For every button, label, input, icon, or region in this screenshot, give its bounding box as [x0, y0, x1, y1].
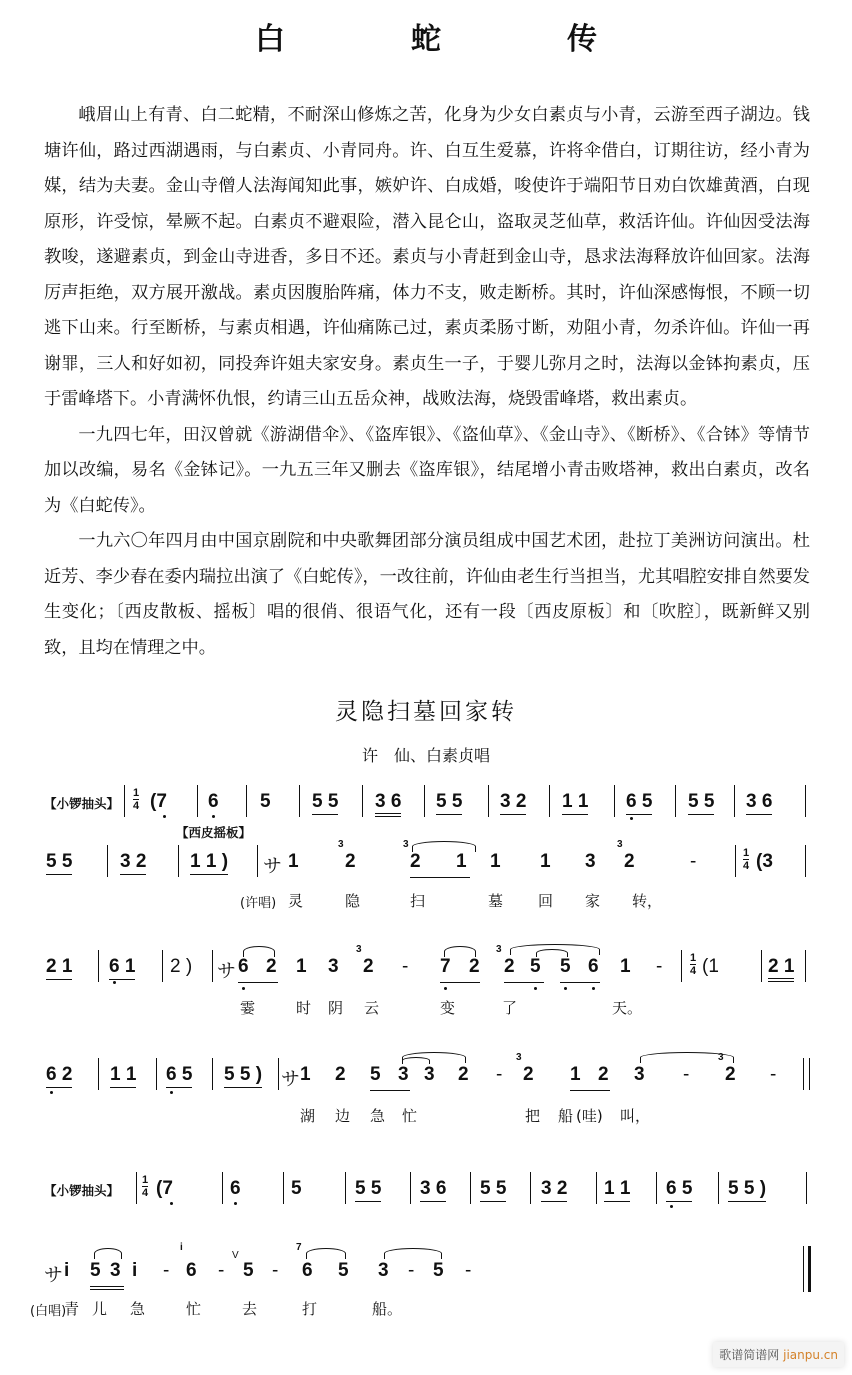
song-title: 灵隐扫墓回家转	[335, 699, 517, 725]
barline	[530, 1172, 531, 1204]
barline	[222, 1172, 223, 1204]
barline	[246, 785, 247, 817]
note: 1	[620, 956, 631, 977]
lyric: 了	[502, 999, 518, 1017]
grace-note: 3	[617, 839, 623, 850]
note: 2	[335, 1064, 346, 1085]
lyric: 船。	[372, 1300, 403, 1318]
low-octave-dot	[170, 1202, 173, 1205]
note-group: 3 6	[746, 791, 772, 815]
note: 6	[302, 1260, 313, 1281]
note: 2	[624, 851, 635, 872]
beam	[570, 1090, 610, 1091]
barline	[162, 950, 163, 982]
note: 1	[490, 851, 501, 872]
synopsis-paragraph-1: 峨眉山上有青、白二蛇精，不耐深山修炼之苦，化身为少女白素贞与小青，云游至西子湖边。钱塘许仙，路过西湖遇雨，与白素贞、小青同舟。许、白互生爱慕，许将伞借白，订期往访，经小青为媒，结为夫妻。金山寺僧人法海闻知此事，嫉妒许、白成婚，唆使许于端阳节日劝白饮雄黄酒，白现原形，许受惊，晕厥不起。白素贞不避艰险，潜入昆仑山，盗取灵芝仙草，救活许仙。许仙因受法海教唆，遂避素贞，到金山寺进香，多日不还。素贞与小青赶到金山寺，恳求法海释放许仙回家。法海厉声拒绝，双方展开激战。素贞因腹胎阵痛，体力不支，败走断桥。其时，许仙深感悔恨，不顾一切逃下山来。行至断桥，与素贞相遇，许仙痛陈己过，素贞柔肠寸断，劝阻小青，勿杀许仙。许仙一再谢罪，三人和好如初，同投奔许姐夫家安身。素贞生一子，于婴儿弥月之时，法海以金钵拘素贞，压于雷峰塔下。小青满怀仇恨，约请三山五岳众神，战败法海，烧毁雷峰塔，救出素贞。	[44, 105, 810, 409]
low-octave-dot	[242, 987, 245, 990]
lyric: 阴	[328, 999, 344, 1017]
note: 2	[725, 1064, 736, 1085]
dash: -	[683, 1064, 690, 1085]
barline	[803, 1058, 804, 1090]
barline	[136, 1172, 137, 1204]
dash: -	[465, 1260, 472, 1281]
barline	[805, 785, 806, 817]
lyric: 打	[302, 1300, 318, 1318]
score-line-5	[0, 1172, 852, 1212]
score-line-3	[0, 944, 852, 990]
note: i	[132, 1260, 138, 1281]
lyric: 时	[296, 999, 312, 1017]
free-meter-mark: サ	[217, 961, 237, 982]
note: 5	[370, 1064, 381, 1085]
page-title: 白 蛇 传	[255, 22, 645, 57]
lyric: 青	[64, 1300, 80, 1318]
note-group: 1 1 )	[190, 851, 228, 875]
barline	[596, 1172, 597, 1204]
singer-label: (许唱)	[240, 896, 277, 911]
lyric: 急	[130, 1300, 146, 1318]
time-signature: 1 4	[142, 1174, 149, 1199]
low-octave-dot	[670, 1205, 673, 1208]
note: (3	[756, 851, 773, 872]
note: 6	[230, 1178, 241, 1199]
time-signature: 1 4	[743, 847, 750, 872]
lyric: 边	[335, 1107, 351, 1125]
note: i	[64, 1260, 70, 1281]
lyric: 天。	[612, 999, 643, 1017]
barline	[299, 785, 300, 817]
grace-note: 3	[356, 944, 362, 955]
dash: -	[218, 1260, 225, 1281]
note: 7	[440, 956, 451, 977]
low-octave-dot	[592, 987, 595, 990]
low-octave-dot	[534, 987, 537, 990]
note: 3	[378, 1260, 389, 1281]
lyric: 叫，	[620, 1107, 651, 1125]
lyric: 船	[558, 1107, 574, 1125]
barline	[362, 785, 363, 817]
note-group: 1 1	[562, 791, 588, 815]
note: 5	[338, 1260, 349, 1281]
synopsis	[44, 98, 810, 666]
beam	[440, 982, 480, 983]
note: 3	[110, 1260, 121, 1281]
note: 6	[186, 1260, 197, 1281]
lyric: 云	[364, 999, 380, 1017]
slur	[94, 1248, 122, 1259]
slur	[402, 1057, 430, 1064]
note-group: 5 5	[46, 851, 72, 875]
lyric: 变	[440, 999, 456, 1017]
note: 3	[398, 1064, 409, 1085]
breath-mark: V	[232, 1250, 239, 1261]
note: 6	[588, 956, 599, 977]
barline	[98, 950, 99, 982]
barline	[681, 950, 682, 982]
barline	[124, 785, 125, 817]
final-barline	[803, 1246, 811, 1292]
note: 5	[560, 956, 571, 977]
score-line-1	[0, 785, 852, 825]
dash: -	[496, 1064, 503, 1085]
note-group: 5 5	[688, 791, 714, 815]
dash: -	[272, 1260, 279, 1281]
free-meter-mark: サ	[44, 1265, 64, 1286]
lyric: 去	[242, 1300, 258, 1318]
beam	[560, 982, 600, 983]
dash: -	[690, 851, 697, 872]
grace-note: i	[180, 1242, 183, 1253]
lyric: 家	[585, 892, 601, 910]
note: 1	[300, 1064, 311, 1085]
note: 1	[540, 851, 551, 872]
barline	[212, 950, 213, 982]
barline	[410, 1172, 411, 1204]
note: 5	[260, 791, 271, 812]
section-label-xipi-yaoban: 【西皮摇板】	[176, 825, 252, 840]
grace-note: 7	[296, 1242, 302, 1253]
barline	[212, 1058, 213, 1090]
note: 1	[456, 851, 467, 872]
note-group: 5 5	[436, 791, 462, 815]
barline	[98, 1058, 99, 1090]
watermark-url[interactable]: jianpu.cn	[783, 1348, 838, 1362]
dash: -	[770, 1064, 777, 1085]
note: 3	[585, 851, 596, 872]
note: 1	[570, 1064, 581, 1085]
section-label-gong-intro: 【小锣抽头】	[44, 1183, 120, 1198]
slur	[306, 1248, 346, 1259]
time-signature: 1 4	[133, 787, 140, 812]
lyric: (哇)	[576, 1107, 603, 1125]
beam	[90, 1286, 124, 1290]
note-group: 3 2	[120, 851, 146, 875]
low-octave-dot	[212, 815, 215, 818]
note-group: 1 1	[110, 1064, 136, 1088]
synopsis-paragraph-3: 一九六〇年四月由中国京剧院和中央歌舞团部分演员组成中国艺术团，赴拉丁美洲访问演出。杜近芳、李少春在委内瑞拉出演了《白蛇传》，一改往前，许仙由老生行当担当，尤其唱腔安排自然要发生变化；〔西皮散板、摇板〕唱的很俏、很语气化，还有一段〔西皮原板〕和〔吹腔〕，既新鲜又别致，且均在情理之中。	[44, 531, 810, 658]
note: 6	[208, 791, 219, 812]
note: 2	[345, 851, 356, 872]
note: 5	[243, 1260, 254, 1281]
barline	[107, 845, 108, 877]
score-line-2	[0, 839, 852, 885]
lyric: 霎	[240, 999, 256, 1017]
low-octave-dot	[170, 1091, 173, 1094]
lyric: 儿	[92, 1300, 108, 1318]
low-octave-dot	[630, 817, 633, 820]
low-octave-dot	[50, 1091, 53, 1094]
note: 1	[296, 956, 307, 977]
note: 2 )	[170, 956, 193, 977]
barline	[488, 785, 489, 817]
lyric: 隐	[345, 892, 361, 910]
grace-note: 3	[516, 1052, 522, 1063]
grace-note: 3	[403, 839, 409, 850]
note: 2	[266, 956, 277, 977]
barline	[197, 785, 198, 817]
barline	[675, 785, 676, 817]
watermark-site-name: 歌谱简谱网	[719, 1348, 780, 1362]
time-signature: 1 4	[690, 952, 697, 977]
dash: -	[656, 956, 663, 977]
note: 5	[530, 956, 541, 977]
note-group: 3 2	[541, 1178, 567, 1202]
note-group: 5 5	[355, 1178, 381, 1202]
beam	[410, 877, 470, 878]
note: (7	[156, 1178, 173, 1199]
slur	[384, 1248, 442, 1259]
note: 5	[291, 1178, 302, 1199]
note: 6	[238, 956, 249, 977]
note-group: 6 5	[166, 1064, 192, 1088]
lyric: 忙	[402, 1107, 418, 1125]
beam	[238, 982, 278, 983]
lyric: 把	[525, 1107, 541, 1125]
barline	[735, 845, 736, 877]
low-octave-dot	[444, 987, 447, 990]
note-group: 5 5	[312, 791, 338, 815]
grace-note: 3	[496, 944, 502, 955]
low-octave-dot	[113, 981, 116, 984]
free-meter-mark: サ	[263, 856, 283, 877]
low-octave-dot	[564, 987, 567, 990]
note: 2	[504, 956, 515, 977]
section-label-gong-intro: 【小锣抽头】	[44, 796, 120, 811]
note-group: 5 5 )	[728, 1178, 766, 1202]
note-group: 1 1	[604, 1178, 630, 1202]
barline	[156, 1058, 157, 1090]
note-group: 6 5	[666, 1178, 692, 1202]
grace-note: 3	[718, 1052, 724, 1063]
barline	[178, 845, 179, 877]
song-singers: 许 仙、白素贞唱	[361, 746, 490, 765]
note-group: 6 1	[109, 956, 135, 980]
barline	[257, 845, 258, 877]
note: 2	[523, 1064, 534, 1085]
note-group: 2 1	[768, 956, 794, 982]
watermark	[713, 1342, 844, 1367]
barline	[424, 785, 425, 817]
note: 2	[598, 1064, 609, 1085]
barline	[805, 845, 806, 877]
grace-note: 3	[338, 839, 344, 850]
barline	[614, 785, 615, 817]
low-octave-dot	[234, 1202, 237, 1205]
free-meter-mark: サ	[281, 1069, 301, 1090]
note-group: 5 5 )	[224, 1064, 262, 1088]
barline	[656, 1172, 657, 1204]
lyric: 湖	[300, 1107, 316, 1125]
note: 2	[410, 851, 421, 872]
note: 5	[90, 1260, 101, 1281]
barline	[761, 950, 762, 982]
lyric: 忙	[186, 1300, 202, 1318]
note-group: 2 1	[46, 956, 72, 980]
barline	[549, 785, 550, 817]
beam	[504, 982, 544, 983]
barline	[345, 1172, 346, 1204]
beam	[370, 1090, 410, 1091]
barline	[283, 1172, 284, 1204]
note-group: 3 6	[375, 791, 401, 817]
note: 2	[469, 956, 480, 977]
note: 2	[363, 956, 374, 977]
note: 3	[328, 956, 339, 977]
note: 5	[433, 1260, 444, 1281]
low-octave-dot	[163, 815, 166, 818]
barline	[805, 950, 806, 982]
note: (7	[150, 791, 167, 812]
singer-label: (白唱)	[30, 1304, 67, 1319]
note: 3	[634, 1064, 645, 1085]
dash: -	[402, 956, 409, 977]
barline	[809, 1058, 810, 1090]
lyric: 灵	[288, 892, 304, 910]
barline	[806, 1172, 807, 1204]
note: 2	[458, 1064, 469, 1085]
note-group: 5 5	[480, 1178, 506, 1202]
note: 1	[288, 851, 299, 872]
barline	[734, 785, 735, 817]
note-group: 6 2	[46, 1064, 72, 1088]
barline	[278, 1058, 279, 1090]
score-line-4	[0, 1052, 852, 1098]
dash: -	[163, 1260, 170, 1281]
lyric: 扫	[410, 892, 426, 910]
note-group: 3 2	[500, 791, 526, 815]
dash: -	[408, 1260, 415, 1281]
note: (1	[702, 956, 719, 977]
synopsis-paragraph-2: 一九四七年，田汉曾就《游湖借伞》、《盗库银》、《盗仙草》、《金山寺》、《断桥》、《合钵》等情节加以改编，易名《金钵记》。一九五三年又删去《盗库银》，结尾增小青击败塔神，救出白素贞，改名为《白蛇传》。	[44, 424, 810, 516]
lyric: 回	[538, 892, 554, 910]
lyric: 急	[370, 1107, 386, 1125]
lyric: 转，	[632, 892, 663, 910]
note: 3	[424, 1064, 435, 1085]
barline	[470, 1172, 471, 1204]
note-group: 6 5	[626, 791, 652, 815]
lyric: 墓	[488, 892, 504, 910]
score-line-6	[0, 1242, 852, 1294]
barline	[718, 1172, 719, 1204]
note-group: 3 6	[420, 1178, 446, 1202]
